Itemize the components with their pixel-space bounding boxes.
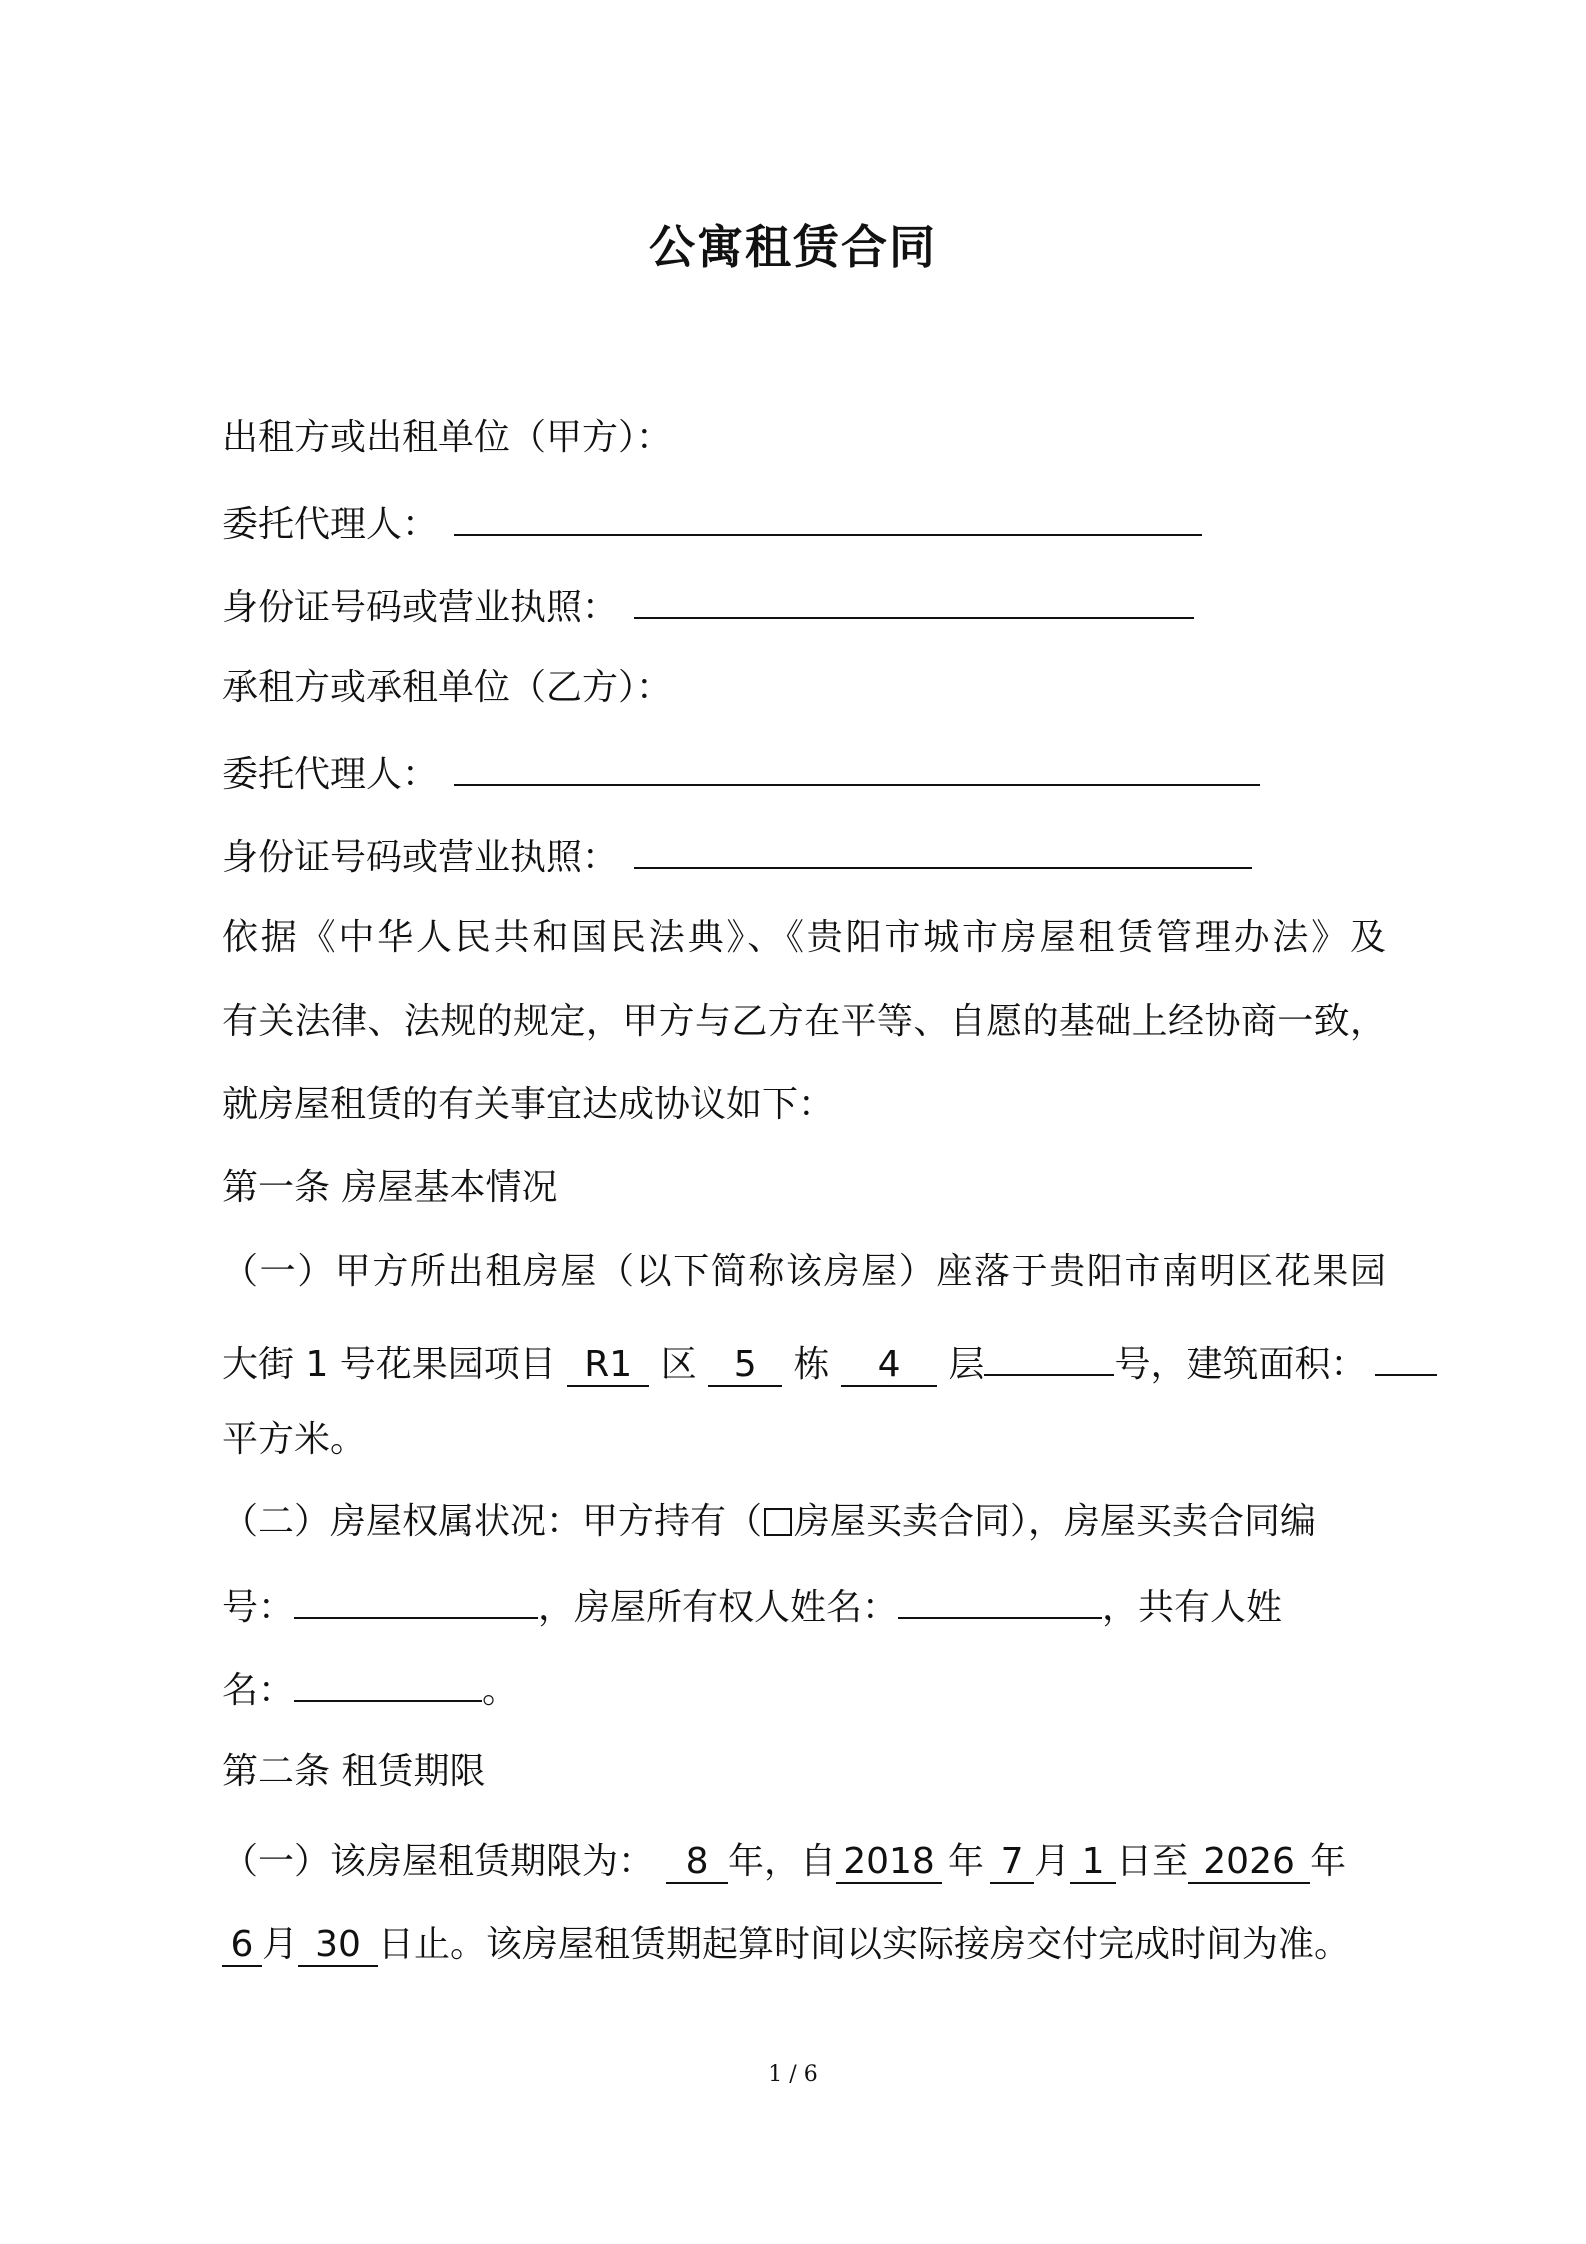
party-a-id-blank[interactable] — [634, 575, 1194, 619]
preamble-line-2: 有关法律、法规的规定，甲方与乙方在平等、自愿的基础上经协商一致， — [222, 1001, 1386, 1042]
start-month-field[interactable]: 7 — [990, 1840, 1034, 1884]
floor-unit: 层 — [937, 1344, 985, 1385]
party-a-agent-row — [222, 492, 1202, 555]
co-owner-blank[interactable] — [294, 1658, 482, 1702]
party-b-agent-row — [222, 742, 1260, 805]
start-day-unit: 日至 — [1116, 1841, 1189, 1882]
party-a-id-row — [222, 575, 1194, 638]
preamble-line-1: 依据《中华人民共和国民法典》、《贵阳市城市房屋租赁管理办法》及 — [222, 917, 1386, 958]
zone-unit: 区 — [649, 1344, 709, 1385]
article-1-p1-line-2 — [222, 1332, 1437, 1395]
end-year-unit: 年 — [1310, 1841, 1347, 1882]
end-month-unit: 月 — [262, 1924, 299, 1965]
lease-start-note: 日止。该房屋租赁期起算时间以实际接房交付完成时间为准。 — [378, 1924, 1351, 1965]
owner-name-blank[interactable] — [898, 1575, 1102, 1619]
article-1-heading: 第一条 房屋基本情况 — [222, 1167, 558, 1208]
co-owner-label: ，共有人姓 — [1102, 1587, 1283, 1628]
party-b-label: 承租方或承租单位（乙方）： — [222, 667, 673, 708]
unit-number-blank[interactable] — [984, 1332, 1114, 1376]
ownership-text-2: 房屋买卖合同），房屋买卖合同编 — [794, 1501, 1317, 1542]
page-number: 1 / 6 — [768, 2062, 818, 2087]
contract-number-blank[interactable] — [294, 1575, 538, 1619]
party-b-id-label: 身份证号码或营业执照： — [222, 837, 619, 878]
article-1-p2-line-2 — [222, 1575, 1282, 1638]
start-month-unit: 月 — [1034, 1841, 1071, 1882]
building-unit: 栋 — [782, 1344, 842, 1385]
article-2-p1-line-2 — [222, 1915, 1350, 1975]
start-year-field[interactable]: 2018 — [836, 1840, 942, 1884]
party-b-id-row — [222, 825, 1252, 888]
party-a-id-label: 身份证号码或营业执照： — [222, 587, 619, 628]
area-blank[interactable] — [1375, 1332, 1437, 1376]
floor-field[interactable]: 4 — [841, 1343, 937, 1387]
article-1-p2-line-3 — [222, 1658, 518, 1721]
party-b-agent-blank[interactable] — [454, 742, 1260, 786]
preamble-line-3: 就房屋租赁的有关事宜达成协议如下： — [222, 1084, 835, 1125]
years-field[interactable]: 8 — [666, 1840, 728, 1884]
end-day-field[interactable]: 30 — [298, 1923, 378, 1967]
party-a-agent-label: 委托代理人： — [222, 504, 439, 545]
article-1-p2-line-1 — [222, 1492, 1316, 1552]
lease-term-label: （一）该房屋租赁期限为： — [222, 1841, 655, 1882]
start-day-field[interactable]: 1 — [1070, 1840, 1116, 1884]
page-title: 公寓租赁合同 — [649, 220, 937, 274]
party-b-agent-label: 委托代理人： — [222, 754, 439, 795]
owner-name-label: ，房屋所有权人姓名： — [538, 1587, 899, 1628]
period-mark: 。 — [482, 1670, 519, 1711]
contract-number-label: 号： — [222, 1587, 295, 1628]
article-1-p1-line-3: 平方米。 — [222, 1419, 367, 1460]
years-unit: 年，自 — [728, 1841, 837, 1882]
area-label: 号，建筑面积： — [1114, 1344, 1367, 1385]
end-month-field[interactable]: 6 — [222, 1923, 262, 1967]
party-a-agent-blank[interactable] — [454, 492, 1202, 536]
zone-field[interactable]: R1 — [567, 1343, 649, 1387]
start-year-unit: 年 — [948, 1841, 985, 1882]
article-2-heading: 第二条 租赁期限 — [222, 1751, 486, 1792]
ownership-text: （二）房屋权属状况：甲方持有（ — [222, 1501, 763, 1542]
co-owner-label-2: 名： — [222, 1670, 295, 1711]
contract-checkbox[interactable] — [764, 1508, 792, 1536]
article-2-p1-line-1 — [222, 1832, 1346, 1892]
building-field[interactable]: 5 — [708, 1343, 782, 1387]
address-text: 大街 1 号花果园项目 — [222, 1344, 568, 1385]
party-b-id-blank[interactable] — [634, 825, 1252, 869]
article-1-p1-line-1: （一）甲方所出租房屋（以下简称该房屋）座落于贵阳市南明区花果园 — [222, 1251, 1386, 1292]
end-year-field[interactable]: 2026 — [1188, 1840, 1310, 1884]
party-a-label: 出租方或出租单位（甲方）： — [222, 417, 673, 458]
